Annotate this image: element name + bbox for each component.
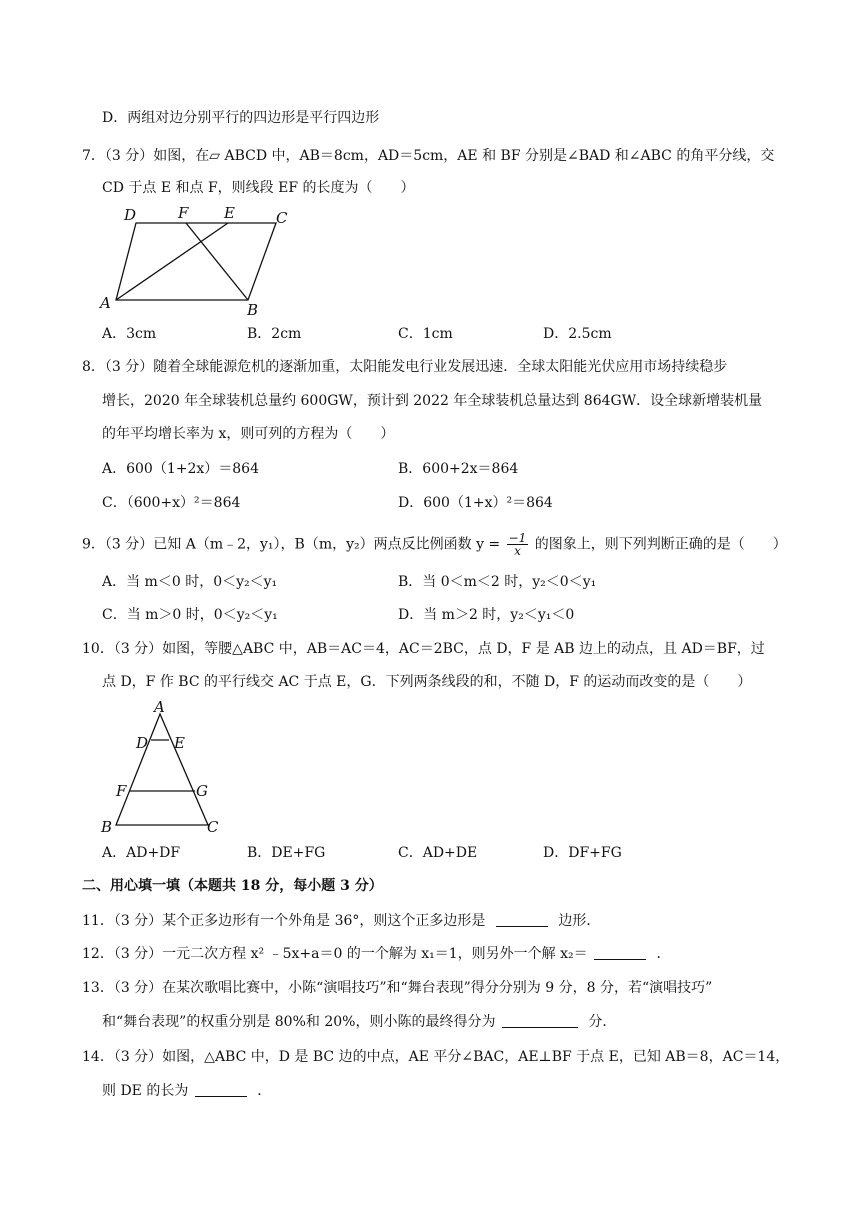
q8-option-d: D．600（1+x）²＝864	[398, 495, 553, 511]
q9-stem-suffix: 的图象上，则下列判断正确的是（ ）	[534, 536, 787, 553]
q14-answer-blank[interactable]	[195, 1082, 247, 1097]
q10-option-d: D．DF+FG	[543, 845, 622, 861]
q8-stem-line2: 增长，2020 年全球装机总量约 600GW，预计到 2022 年全球装机总量达到 864GW．设全球新增装机量	[102, 393, 763, 409]
q10-stem-line1: 10．（3 分）如图，等腰△ABC 中，AB＝AC＝4，AC＝2BC，点 D，F 是 AB 边上的动点，且 AD＝BF，过	[82, 641, 765, 657]
q12-text-after: ．	[656, 946, 671, 962]
q10-label-g: G	[196, 782, 208, 800]
q13-answer-blank[interactable]	[502, 1013, 578, 1028]
q7-option-a: A．3cm	[102, 326, 157, 342]
q13-text-before: 和“舞台表现”的权重分别是 80%和 20%，则小陈的最终得分为	[102, 1014, 496, 1030]
q7-label-d: D	[124, 206, 137, 224]
q7-option-c: C．1cm	[398, 326, 453, 342]
q8-option-b: B．600+2x＝864	[398, 461, 519, 477]
q13-text-after: 分．	[588, 1014, 617, 1030]
q7-option-d: D．2.5cm	[543, 326, 612, 342]
q10-label-d: D	[136, 734, 149, 752]
q13-stem-line1: 13．（3 分）在某次歌唱比赛中，小陈“演唱技巧”和“舞台表现”得分分别为 9 分，8 分，若“演唱技巧”	[82, 980, 713, 996]
q10-label-e: E	[174, 734, 185, 752]
q10-stem-line2: 点 D，F 作 BC 的平行线交 AC 于点 E，G．下列两条线段的和，不随 D，F 的运动而改变的是（ ）	[102, 674, 752, 690]
q10-label-a: A	[154, 698, 165, 716]
q14-stem-line1: 14．（3 分）如图，△ABC 中，D 是 BC 边的中点，AE 平分∠BAC，AE⊥BF 于点 E，已知 AB＝8，AC＝14，	[82, 1049, 790, 1065]
q9-option-b: B．当 0＜m＜2 时，y₂＜0＜y₁	[398, 574, 597, 590]
q9-stem	[82, 532, 787, 557]
q9-fraction	[507, 532, 529, 557]
q9-fraction-denominator: x	[514, 544, 521, 558]
section-2-title: 二、用心填一填（本题共 18 分，每小题 3 分）	[82, 878, 383, 894]
q7-stem-line1: 7．（3 分）如图，在▱ ABCD 中，AB＝8cm，AD＝5cm，AE 和 BF 分别是∠BAD 和∠ABC 的角平分线，交	[82, 148, 775, 164]
q12-answer-blank[interactable]	[594, 945, 646, 960]
q14-text-after: ．	[257, 1083, 272, 1099]
q8-stem-line1: 8．（3 分）随着全球能源危机的逐渐加重，太阳能发电行业发展迅速．全球太阳能光伏应用市场持续稳步	[82, 359, 728, 375]
q7-option-b: B．2cm	[247, 326, 302, 342]
q8-stem-line3: 的年平均增长率为 x，则可列的方程为（ ）	[102, 426, 395, 442]
q11-answer-blank[interactable]	[496, 912, 548, 927]
q12-text-before: 12．（3 分）一元二次方程 x² ﹣5x+a＝0 的一个解为 x₁＝1，则另外一个解 x₂＝	[82, 946, 588, 962]
q10-option-b: B．DE+FG	[247, 845, 326, 861]
q9-option-d: D．当 m＞2 时，y₂＜y₁＜0	[398, 607, 575, 623]
q9-option-c: C．当 m＞0 时，0＜y₂＜y₁	[102, 607, 278, 623]
q7-stem-line2: CD 于点 E 和点 F，则线段 EF 的长度为（ ）	[102, 180, 415, 196]
q12-stem	[82, 944, 671, 964]
q10-label-b: B	[101, 818, 113, 836]
q7-label-b: B	[247, 301, 259, 319]
q9-stem-prefix: 9．（3 分）已知 A（m﹣2，y₁），B（m，y₂）两点反比例函数 y =	[82, 536, 501, 553]
q10-option-a: A．AD+DF	[102, 845, 181, 861]
q9-fraction-numerator: −1	[508, 531, 527, 545]
q10-label-f: F	[116, 782, 127, 800]
q10-option-c: C．AD+DE	[398, 845, 478, 861]
q7-parallelogram-figure	[98, 200, 298, 320]
q7-label-c: C	[276, 209, 288, 227]
q11-text-after: 边形．	[558, 913, 601, 929]
q7-label-e: E	[224, 204, 235, 222]
q14-stem-line2	[102, 1081, 271, 1101]
q7-label-a: A	[100, 294, 111, 312]
q7-label-f: F	[178, 204, 189, 222]
q8-option-c: C．（600+x）²＝864	[102, 495, 241, 511]
q10-label-c: C	[207, 818, 219, 836]
q11-stem	[82, 911, 600, 931]
q9-option-a: A．当 m＜0 时，0＜y₂＜y₁	[102, 574, 278, 590]
q14-text-before: 则 DE 的长为	[102, 1083, 189, 1099]
q10-triangle-figure	[96, 696, 236, 836]
q6-option-d: D．两组对边分别平行的四边形是平行四边形	[102, 110, 380, 126]
q8-option-a: A．600（1+2x）＝864	[102, 461, 259, 477]
q11-text-before: 11．（3 分）某个正多边形有一个外角是 36°，则这个正多边形是	[82, 913, 486, 929]
q13-stem-line2	[102, 1012, 616, 1032]
